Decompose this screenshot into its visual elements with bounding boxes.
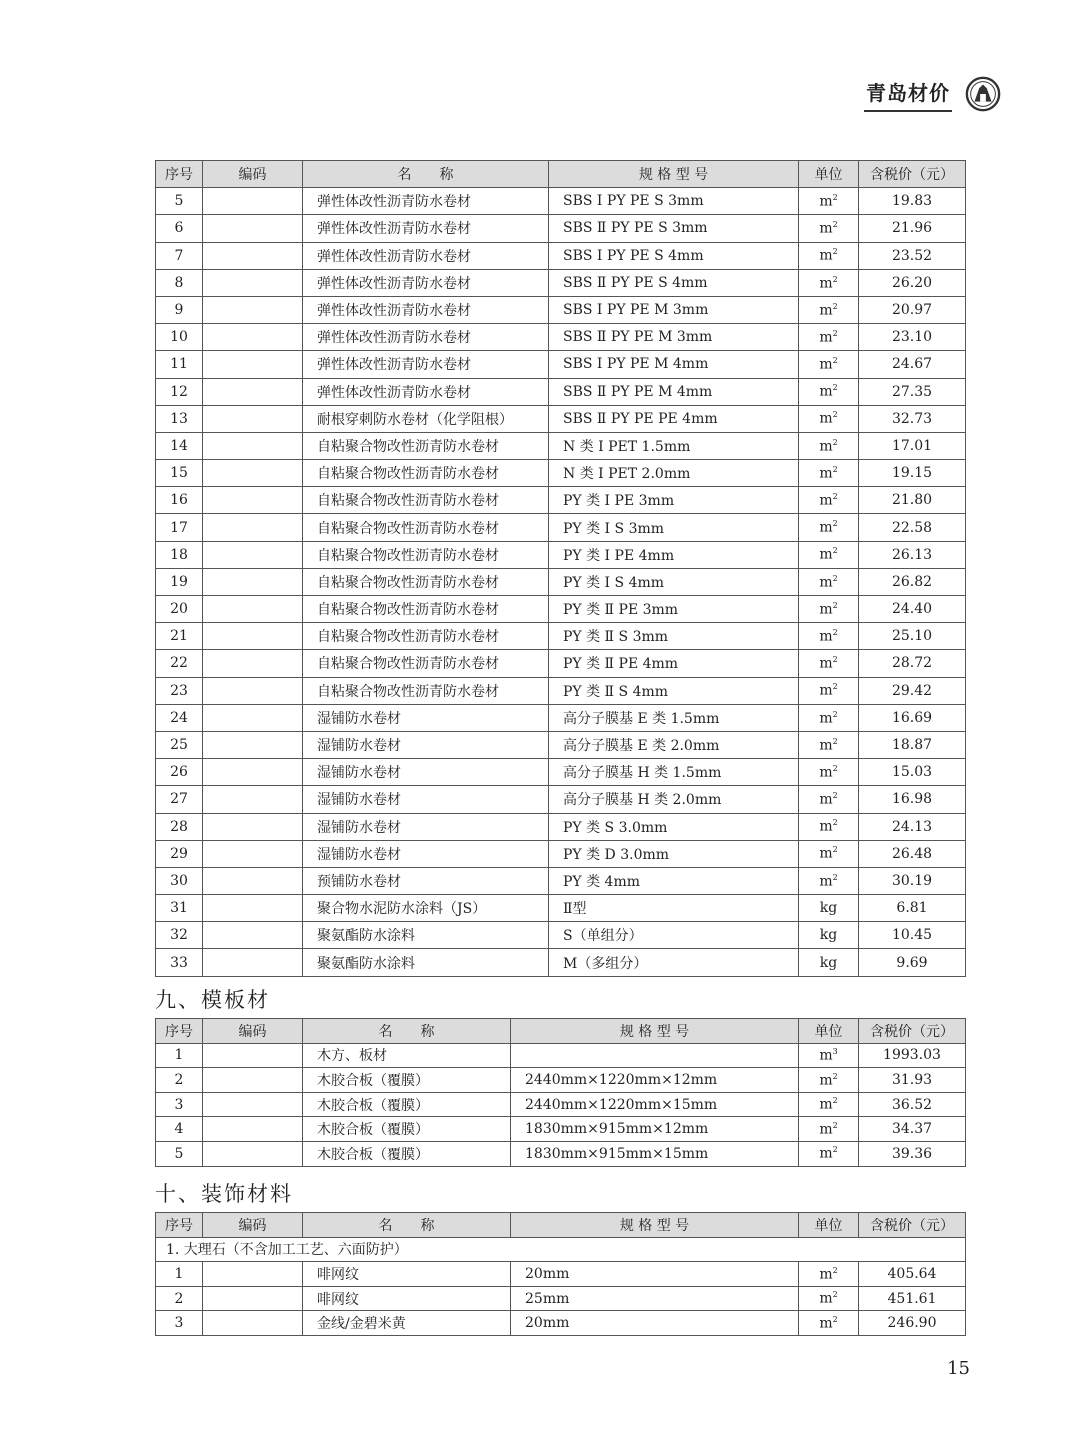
row-no: 33 — [156, 949, 203, 976]
row-no: 30 — [156, 867, 203, 894]
table-row — [156, 867, 966, 894]
row-no: 7 — [156, 242, 203, 269]
row-code — [203, 1068, 303, 1093]
table-row — [156, 759, 966, 786]
row-unit: $m^2$ — [799, 296, 859, 323]
row-unit: $m^2$ — [799, 215, 859, 242]
row-spec: SBS Ⅰ PY PE S 3mm — [549, 188, 799, 215]
row-name: 自粘聚合物改性沥青防水卷材 — [303, 541, 549, 568]
row-spec: PY 类 D 3.0mm — [549, 840, 799, 867]
row-price: 25.10 — [859, 623, 966, 650]
row-name: 啡网纹 — [303, 1286, 511, 1311]
row-price: 26.82 — [859, 568, 966, 595]
row-spec: PY 类 Ⅱ PE 3mm — [549, 596, 799, 623]
row-no: 4 — [156, 1117, 203, 1142]
row-unit: $m^2$ — [799, 1286, 859, 1311]
page-number: 15 — [947, 1358, 970, 1379]
row-price: 246.90 — [859, 1311, 966, 1336]
table-row — [156, 1311, 966, 1336]
row-spec: Ⅱ型 — [549, 895, 799, 922]
row-unit: $m^2$ — [799, 1141, 859, 1166]
row-code — [203, 1117, 303, 1142]
row-no: 16 — [156, 487, 203, 514]
row-unit: $m^2$ — [799, 351, 859, 378]
row-price: 19.15 — [859, 460, 966, 487]
row-spec: SBS Ⅰ PY PE S 4mm — [549, 242, 799, 269]
table-row — [156, 1141, 966, 1166]
row-name: 自粘聚合物改性沥青防水卷材 — [303, 596, 549, 623]
table-row — [156, 296, 966, 323]
row-spec: 1830mm×915mm×12mm — [511, 1117, 799, 1142]
row-spec: SBS Ⅰ PY PE M 3mm — [549, 296, 799, 323]
row-no: 15 — [156, 460, 203, 487]
row-code — [203, 1286, 303, 1311]
row-no: 12 — [156, 378, 203, 405]
row-name: 弹性体改性沥青防水卷材 — [303, 188, 549, 215]
row-price: 29.42 — [859, 677, 966, 704]
row-spec: SBS Ⅱ PY PE PE 4mm — [549, 405, 799, 432]
col-header-spec: 规 格 型 号 — [511, 1019, 799, 1044]
table-row — [156, 1092, 966, 1117]
row-name: 聚氨酯防水涂料 — [303, 949, 549, 976]
row-code — [203, 487, 303, 514]
row-unit: kg — [799, 895, 859, 922]
table-row — [156, 922, 966, 949]
table-row — [156, 704, 966, 731]
row-unit: kg — [799, 922, 859, 949]
row-name: 聚合物水泥防水涂料（JS） — [303, 895, 549, 922]
row-name: 自粘聚合物改性沥青防水卷材 — [303, 623, 549, 650]
row-name: 自粘聚合物改性沥青防水卷材 — [303, 568, 549, 595]
row-spec: PY 类 Ⅰ S 4mm — [549, 568, 799, 595]
col-header-no: 序号 — [156, 1213, 203, 1238]
row-spec: PY 类 4mm — [549, 867, 799, 894]
row-no: 20 — [156, 596, 203, 623]
table-row — [156, 1262, 966, 1287]
col-header-spec: 规 格 型 号 — [549, 161, 799, 188]
table-row — [156, 188, 966, 215]
row-name: 啡网纹 — [303, 1262, 511, 1287]
table-row — [156, 895, 966, 922]
row-spec: SBS Ⅱ PY PE M 4mm — [549, 378, 799, 405]
row-no: 5 — [156, 1141, 203, 1166]
row-unit: $m^2$ — [799, 1068, 859, 1093]
row-price: 31.93 — [859, 1068, 966, 1093]
row-spec: 2440mm×1220mm×12mm — [511, 1068, 799, 1093]
col-header-name: 名 称 — [303, 1019, 511, 1044]
row-no: 2 — [156, 1068, 203, 1093]
row-name: 弹性体改性沥青防水卷材 — [303, 324, 549, 351]
row-price: 27.35 — [859, 378, 966, 405]
col-header-code: 编码 — [203, 1019, 303, 1044]
col-header-code: 编码 — [203, 1213, 303, 1238]
row-price: 36.52 — [859, 1092, 966, 1117]
row-name: 弹性体改性沥青防水卷材 — [303, 296, 549, 323]
table-row — [156, 786, 966, 813]
row-spec: PY 类 Ⅱ PE 4mm — [549, 650, 799, 677]
row-code — [203, 786, 303, 813]
row-no: 5 — [156, 188, 203, 215]
row-code — [203, 677, 303, 704]
row-unit: kg — [799, 949, 859, 976]
row-name: 湿铺防水卷材 — [303, 786, 549, 813]
row-price: 39.36 — [859, 1141, 966, 1166]
row-name: 湿铺防水卷材 — [303, 759, 549, 786]
row-code — [203, 242, 303, 269]
row-no: 10 — [156, 324, 203, 351]
table-row — [156, 623, 966, 650]
row-no: 11 — [156, 351, 203, 378]
row-name: 木胶合板（覆膜） — [303, 1141, 511, 1166]
row-name: 木胶合板（覆膜） — [303, 1092, 511, 1117]
row-no: 31 — [156, 895, 203, 922]
col-header-name: 名 称 — [303, 161, 549, 188]
row-unit: $m^2$ — [799, 596, 859, 623]
row-code — [203, 623, 303, 650]
row-spec — [511, 1043, 799, 1068]
col-header-price: 含税价（元） — [859, 1019, 966, 1044]
row-price: 32.73 — [859, 405, 966, 432]
row-price: 24.67 — [859, 351, 966, 378]
row-name: 弹性体改性沥青防水卷材 — [303, 215, 549, 242]
row-unit: $m^2$ — [799, 704, 859, 731]
row-price: 1993.03 — [859, 1043, 966, 1068]
row-name: 弹性体改性沥青防水卷材 — [303, 242, 549, 269]
row-price: 22.58 — [859, 514, 966, 541]
row-unit: $m^2$ — [799, 840, 859, 867]
page-header — [864, 72, 1002, 116]
row-name: 自粘聚合物改性沥青防水卷材 — [303, 677, 549, 704]
row-no: 14 — [156, 432, 203, 459]
row-price: 21.96 — [859, 215, 966, 242]
row-no: 21 — [156, 623, 203, 650]
col-header-code: 编码 — [203, 161, 303, 188]
col-header-spec: 规 格 型 号 — [511, 1213, 799, 1238]
decoration-materials-table — [155, 1212, 966, 1336]
row-spec: PY 类 Ⅰ PE 3mm — [549, 487, 799, 514]
row-no: 22 — [156, 650, 203, 677]
row-no: 6 — [156, 215, 203, 242]
col-header-no: 序号 — [156, 161, 203, 188]
row-unit: $m^2$ — [799, 731, 859, 758]
row-unit: $m^2$ — [799, 1311, 859, 1336]
row-price: 9.69 — [859, 949, 966, 976]
row-code — [203, 867, 303, 894]
row-name: 木胶合板（覆膜） — [303, 1117, 511, 1142]
row-unit: $m^2$ — [799, 1117, 859, 1142]
col-header-name: 名 称 — [303, 1213, 511, 1238]
table-header-row — [156, 1019, 966, 1044]
row-name: 耐根穿刺防水卷材（化学阻根） — [303, 405, 549, 432]
row-name: 湿铺防水卷材 — [303, 813, 549, 840]
table-row — [156, 541, 966, 568]
table-row — [156, 568, 966, 595]
row-spec: 20mm — [511, 1311, 799, 1336]
row-spec: PY 类 Ⅰ S 3mm — [549, 514, 799, 541]
row-no: 27 — [156, 786, 203, 813]
group-label: 1. 大理石（不含加工工艺、六面防护） — [156, 1237, 966, 1262]
row-price: 28.72 — [859, 650, 966, 677]
row-code — [203, 324, 303, 351]
row-no: 29 — [156, 840, 203, 867]
table-row — [156, 242, 966, 269]
row-no: 8 — [156, 269, 203, 296]
row-unit: $m^2$ — [799, 432, 859, 459]
table-row — [156, 1043, 966, 1068]
section-9-title: 九、模板材 — [155, 988, 270, 1012]
col-header-no: 序号 — [156, 1019, 203, 1044]
row-price: 451.61 — [859, 1286, 966, 1311]
row-code — [203, 840, 303, 867]
row-spec: S（单组分） — [549, 922, 799, 949]
row-price: 23.10 — [859, 324, 966, 351]
row-spec: 高分子膜基 E 类 2.0mm — [549, 731, 799, 758]
row-code — [203, 188, 303, 215]
row-unit: $m^2$ — [799, 568, 859, 595]
row-unit: $m^2$ — [799, 460, 859, 487]
table-row — [156, 731, 966, 758]
row-code — [203, 1311, 303, 1336]
row-no: 13 — [156, 405, 203, 432]
table-row — [156, 351, 966, 378]
row-spec: M（多组分） — [549, 949, 799, 976]
row-code — [203, 405, 303, 432]
table-row — [156, 1286, 966, 1311]
row-code — [203, 1141, 303, 1166]
row-spec: 20mm — [511, 1262, 799, 1287]
row-spec: 高分子膜基 H 类 2.0mm — [549, 786, 799, 813]
row-unit: $m^2$ — [799, 1262, 859, 1287]
row-price: 26.48 — [859, 840, 966, 867]
table-row — [156, 514, 966, 541]
row-name: 自粘聚合物改性沥青防水卷材 — [303, 432, 549, 459]
row-spec: 2440mm×1220mm×15mm — [511, 1092, 799, 1117]
row-name: 弹性体改性沥青防水卷材 — [303, 378, 549, 405]
row-unit: $m^3$ — [799, 1043, 859, 1068]
row-unit: $m^2$ — [799, 786, 859, 813]
brand-logo-icon — [964, 75, 1002, 113]
row-name: 金线/金碧米黄 — [303, 1311, 511, 1336]
row-price: 26.13 — [859, 541, 966, 568]
row-price: 26.20 — [859, 269, 966, 296]
row-price: 15.03 — [859, 759, 966, 786]
row-spec: SBS Ⅰ PY PE M 4mm — [549, 351, 799, 378]
group-row — [156, 1237, 966, 1262]
table-row — [156, 813, 966, 840]
row-code — [203, 215, 303, 242]
row-no: 3 — [156, 1092, 203, 1117]
row-price: 19.83 — [859, 188, 966, 215]
row-no: 24 — [156, 704, 203, 731]
row-code — [203, 759, 303, 786]
table-row — [156, 215, 966, 242]
row-name: 聚氨酯防水涂料 — [303, 922, 549, 949]
row-code — [203, 269, 303, 296]
row-unit: $m^2$ — [799, 813, 859, 840]
row-code — [203, 813, 303, 840]
row-name: 自粘聚合物改性沥青防水卷材 — [303, 514, 549, 541]
row-code — [203, 378, 303, 405]
row-spec: PY 类 Ⅰ PE 4mm — [549, 541, 799, 568]
table-header-row — [156, 161, 966, 188]
row-spec: 1830mm×915mm×15mm — [511, 1141, 799, 1166]
row-name: 木方、板材 — [303, 1043, 511, 1068]
col-header-unit: 单位 — [799, 161, 859, 188]
row-code — [203, 568, 303, 595]
row-no: 23 — [156, 677, 203, 704]
row-unit: $m^2$ — [799, 650, 859, 677]
table-row — [156, 487, 966, 514]
row-name: 湿铺防水卷材 — [303, 731, 549, 758]
row-price: 16.69 — [859, 704, 966, 731]
row-no: 28 — [156, 813, 203, 840]
row-spec: PY 类 S 3.0mm — [549, 813, 799, 840]
row-no: 1 — [156, 1262, 203, 1287]
row-code — [203, 949, 303, 976]
table-row — [156, 1068, 966, 1093]
row-price: 23.52 — [859, 242, 966, 269]
row-code — [203, 460, 303, 487]
row-name: 湿铺防水卷材 — [303, 704, 549, 731]
row-no: 19 — [156, 568, 203, 595]
row-no: 9 — [156, 296, 203, 323]
row-code — [203, 895, 303, 922]
row-no: 26 — [156, 759, 203, 786]
row-price: 10.45 — [859, 922, 966, 949]
row-spec: SBS Ⅱ PY PE S 3mm — [549, 215, 799, 242]
table-header-row — [156, 1213, 966, 1238]
row-spec: SBS Ⅱ PY PE M 3mm — [549, 324, 799, 351]
row-code — [203, 596, 303, 623]
table-row — [156, 432, 966, 459]
row-price: 24.40 — [859, 596, 966, 623]
table-row — [156, 405, 966, 432]
row-unit: $m^2$ — [799, 487, 859, 514]
row-name: 湿铺防水卷材 — [303, 840, 549, 867]
row-code — [203, 922, 303, 949]
table-row — [156, 650, 966, 677]
row-name: 自粘聚合物改性沥青防水卷材 — [303, 650, 549, 677]
row-unit: $m^2$ — [799, 677, 859, 704]
formwork-materials-table — [155, 1018, 966, 1167]
row-spec: 高分子膜基 H 类 1.5mm — [549, 759, 799, 786]
row-price: 405.64 — [859, 1262, 966, 1287]
row-code — [203, 731, 303, 758]
brand-title: 青岛材价 — [864, 77, 952, 112]
row-unit: $m^2$ — [799, 759, 859, 786]
row-price: 30.19 — [859, 867, 966, 894]
row-unit: $m^2$ — [799, 324, 859, 351]
row-unit: $m^2$ — [799, 1092, 859, 1117]
row-spec: PY 类 Ⅱ S 4mm — [549, 677, 799, 704]
row-no: 17 — [156, 514, 203, 541]
row-name: 弹性体改性沥青防水卷材 — [303, 351, 549, 378]
row-code — [203, 1262, 303, 1287]
row-code — [203, 704, 303, 731]
row-unit: $m^2$ — [799, 867, 859, 894]
table-row — [156, 378, 966, 405]
table-row — [156, 840, 966, 867]
col-header-unit: 单位 — [799, 1019, 859, 1044]
table-row — [156, 1117, 966, 1142]
row-code — [203, 650, 303, 677]
row-unit: $m^2$ — [799, 188, 859, 215]
row-spec: N 类 Ⅰ PET 1.5mm — [549, 432, 799, 459]
section-10-title: 十、装饰材料 — [155, 1182, 293, 1206]
table-row — [156, 324, 966, 351]
row-code — [203, 541, 303, 568]
row-name: 预铺防水卷材 — [303, 867, 549, 894]
row-price: 34.37 — [859, 1117, 966, 1142]
row-unit: $m^2$ — [799, 541, 859, 568]
row-code — [203, 351, 303, 378]
row-no: 32 — [156, 922, 203, 949]
row-price: 18.87 — [859, 731, 966, 758]
row-name: 木胶合板（覆膜） — [303, 1068, 511, 1093]
col-header-price: 含税价（元） — [859, 161, 966, 188]
row-spec: 25mm — [511, 1286, 799, 1311]
row-code — [203, 296, 303, 323]
row-code — [203, 514, 303, 541]
row-price: 6.81 — [859, 895, 966, 922]
row-unit: $m^2$ — [799, 514, 859, 541]
row-spec: PY 类 Ⅱ S 3mm — [549, 623, 799, 650]
table-row — [156, 596, 966, 623]
row-price: 24.13 — [859, 813, 966, 840]
row-code — [203, 1043, 303, 1068]
row-name: 自粘聚合物改性沥青防水卷材 — [303, 487, 549, 514]
col-header-unit: 单位 — [799, 1213, 859, 1238]
table-row — [156, 269, 966, 296]
row-no: 25 — [156, 731, 203, 758]
row-spec: N 类 Ⅰ PET 2.0mm — [549, 460, 799, 487]
row-spec: 高分子膜基 E 类 1.5mm — [549, 704, 799, 731]
table-row — [156, 949, 966, 976]
row-no: 18 — [156, 541, 203, 568]
row-price: 17.01 — [859, 432, 966, 459]
row-price: 20.97 — [859, 296, 966, 323]
row-unit: $m^2$ — [799, 242, 859, 269]
row-price: 16.98 — [859, 786, 966, 813]
row-unit: $m^2$ — [799, 269, 859, 296]
waterproof-materials-table — [155, 160, 966, 977]
row-price: 21.80 — [859, 487, 966, 514]
col-header-price: 含税价（元） — [859, 1213, 966, 1238]
row-spec: SBS Ⅱ PY PE S 4mm — [549, 269, 799, 296]
row-code — [203, 432, 303, 459]
row-unit: $m^2$ — [799, 378, 859, 405]
table-row — [156, 460, 966, 487]
row-name: 自粘聚合物改性沥青防水卷材 — [303, 460, 549, 487]
table-row — [156, 677, 966, 704]
row-no: 3 — [156, 1311, 203, 1336]
row-name: 弹性体改性沥青防水卷材 — [303, 269, 549, 296]
row-unit: $m^2$ — [799, 623, 859, 650]
row-no: 1 — [156, 1043, 203, 1068]
row-code — [203, 1092, 303, 1117]
row-unit: $m^2$ — [799, 405, 859, 432]
row-no: 2 — [156, 1286, 203, 1311]
